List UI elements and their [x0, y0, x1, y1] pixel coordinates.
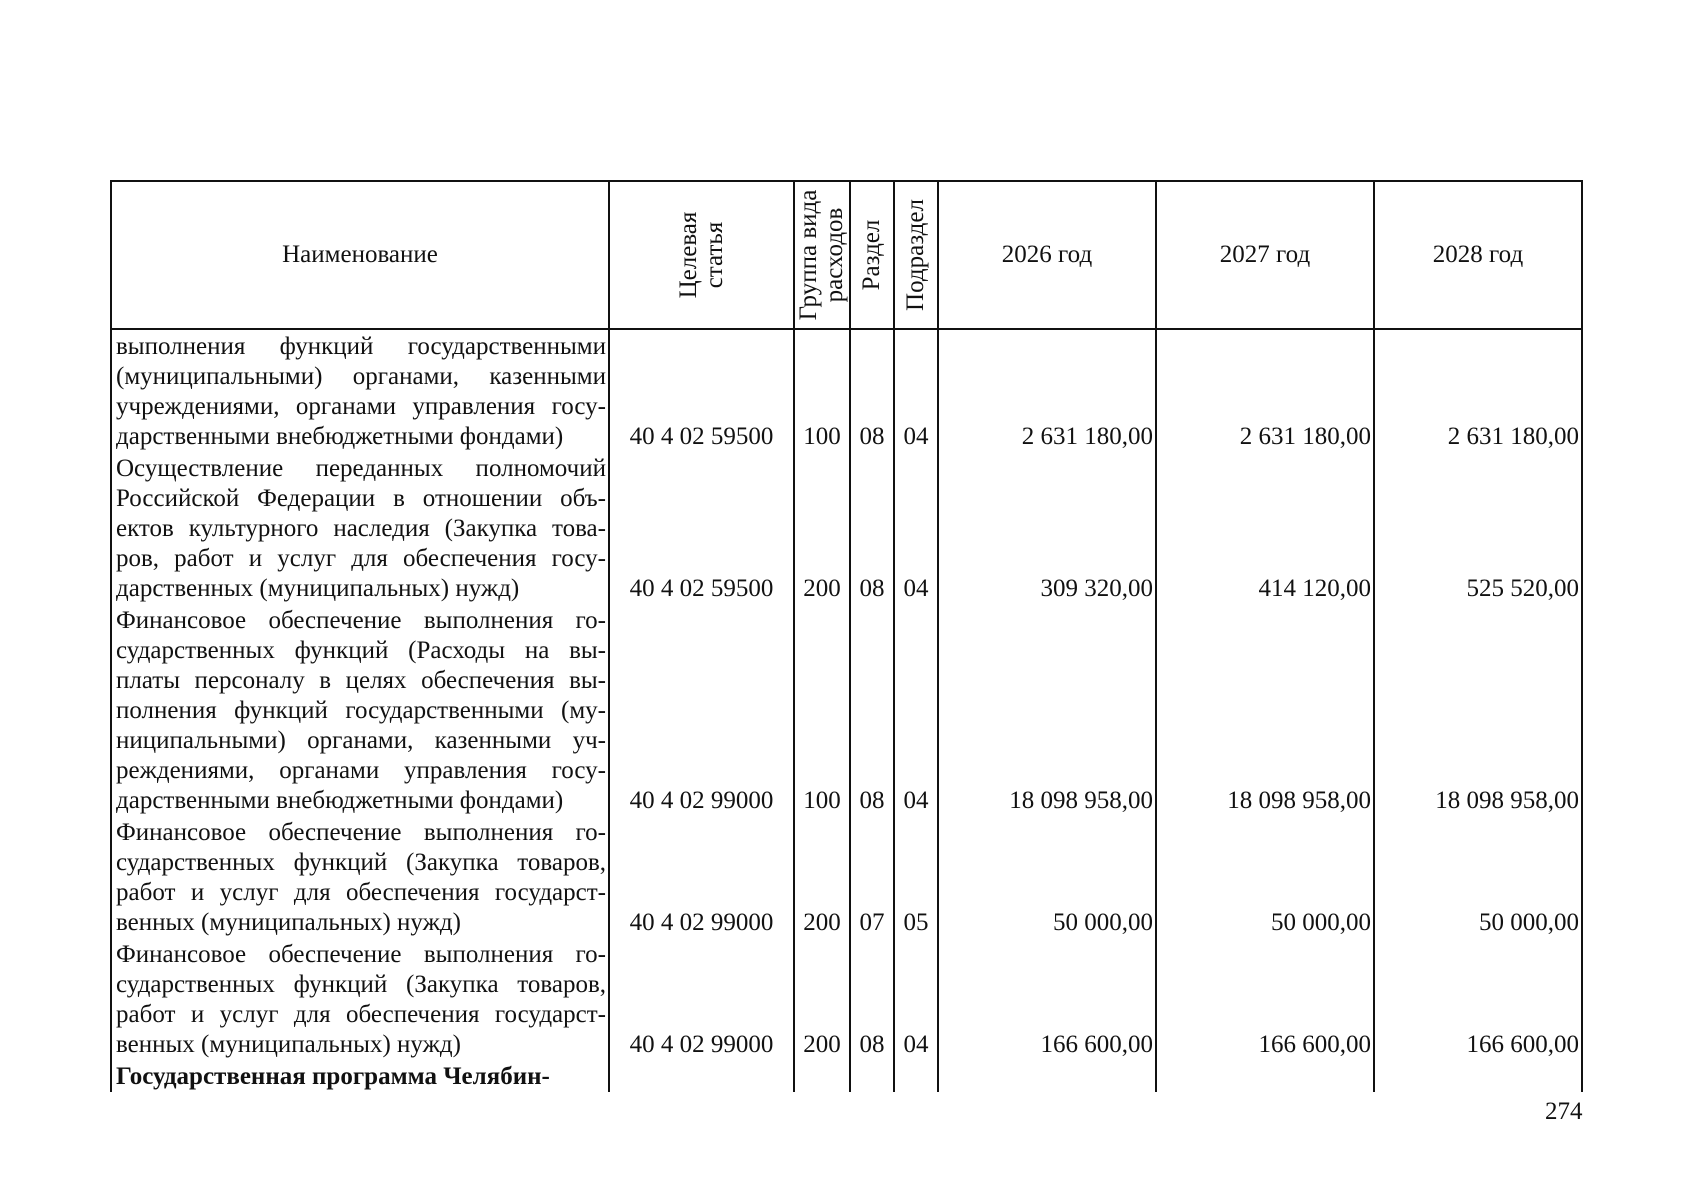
header-section [850, 181, 894, 329]
header-expense-group [794, 181, 850, 329]
row-name: Финансовое обеспечение выполнения государственных функций (Закупка товаров, работ и услуг для обеспечения государственных (муниципальных) нужд) [111, 816, 609, 938]
row-target-article [609, 1060, 794, 1092]
table-row [111, 452, 1582, 604]
row-subsection: 04 [894, 452, 938, 604]
row-name: Финансовое обеспечение выполнения государственных функций (Расходы на выплаты персоналу в целях обеспечения выполнения функций государственными (муниципальными) органами, казенными учреждениями, органами управления государственными внебюджетными фондами) [111, 604, 609, 816]
row-amount-2026: 309 320,00 [938, 452, 1156, 604]
header-section-label: Раздел [857, 219, 885, 291]
row-section: 08 [850, 938, 894, 1060]
row-target-article: 40 4 02 99000 [609, 938, 794, 1060]
row-subsection: 04 [894, 938, 938, 1060]
table-row [111, 816, 1582, 938]
row-amount-2026: 2 631 180,00 [938, 329, 1156, 452]
row-expense-group: 200 [794, 938, 850, 1060]
row-section [850, 1060, 894, 1092]
row-amount-2027: 50 000,00 [1156, 816, 1374, 938]
row-amount-2026: 166 600,00 [938, 938, 1156, 1060]
row-subsection: 04 [894, 604, 938, 816]
row-amount-2027: 166 600,00 [1156, 938, 1374, 1060]
row-name: Государственная программа Челябин- [111, 1060, 609, 1092]
header-year-2028: 2028 год [1374, 181, 1582, 329]
row-expense-group: 100 [794, 329, 850, 452]
row-target-article: 40 4 02 99000 [609, 816, 794, 938]
row-amount-2028: 525 520,00 [1374, 452, 1582, 604]
header-target-article-label: Целевая статья [674, 211, 728, 299]
row-expense-group: 200 [794, 816, 850, 938]
row-name: выполнения функций государственными (муниципальными) органами, казенными учреждениями, органами управления государственными внебюджетными фондами) [111, 329, 609, 452]
row-amount-2026: 18 098 958,00 [938, 604, 1156, 816]
table-row [111, 329, 1582, 452]
header-subsection [894, 181, 938, 329]
table-row [111, 1060, 1582, 1092]
header-subsection-label: Подраздел [901, 199, 929, 311]
table-row [111, 604, 1582, 816]
row-amount-2027: 18 098 958,00 [1156, 604, 1374, 816]
row-target-article: 40 4 02 59500 [609, 452, 794, 604]
row-section: 08 [850, 604, 894, 816]
row-subsection: 05 [894, 816, 938, 938]
row-amount-2027 [1156, 1060, 1374, 1092]
row-amount-2028: 50 000,00 [1374, 816, 1582, 938]
header-expense-group-label: Группа вида расходов [794, 189, 848, 321]
row-subsection: 04 [894, 329, 938, 452]
row-target-article: 40 4 02 99000 [609, 604, 794, 816]
header-name: Наименование [111, 181, 609, 329]
row-amount-2028 [1374, 1060, 1582, 1092]
row-subsection [894, 1060, 938, 1092]
budget-table [110, 180, 1583, 1092]
table-header-row [111, 181, 1582, 329]
row-amount-2027: 2 631 180,00 [1156, 329, 1374, 452]
header-target-article [609, 181, 794, 329]
row-amount-2028: 2 631 180,00 [1374, 329, 1582, 452]
row-amount-2026 [938, 1060, 1156, 1092]
header-year-2026: 2026 год [938, 181, 1156, 329]
row-amount-2028: 166 600,00 [1374, 938, 1582, 1060]
row-section: 08 [850, 329, 894, 452]
table-row [111, 938, 1582, 1060]
row-target-article: 40 4 02 59500 [609, 329, 794, 452]
row-amount-2028: 18 098 958,00 [1374, 604, 1582, 816]
row-name: Осуществление переданных полномочий Российской Федерации в отношении объектов культурного наследия (Закупка товаров, работ и услуг для обеспечения государственных (муниципальных) нужд) [111, 452, 609, 604]
header-year-2027: 2027 год [1156, 181, 1374, 329]
page-number: 274 [1545, 1098, 1583, 1125]
row-amount-2027: 414 120,00 [1156, 452, 1374, 604]
row-amount-2026: 50 000,00 [938, 816, 1156, 938]
row-section: 07 [850, 816, 894, 938]
row-expense-group: 100 [794, 604, 850, 816]
row-section: 08 [850, 452, 894, 604]
row-expense-group: 200 [794, 452, 850, 604]
row-expense-group [794, 1060, 850, 1092]
row-name: Финансовое обеспечение выполнения государственных функций (Закупка товаров, работ и услуг для обеспечения государственных (муниципальных) нужд) [111, 938, 609, 1060]
